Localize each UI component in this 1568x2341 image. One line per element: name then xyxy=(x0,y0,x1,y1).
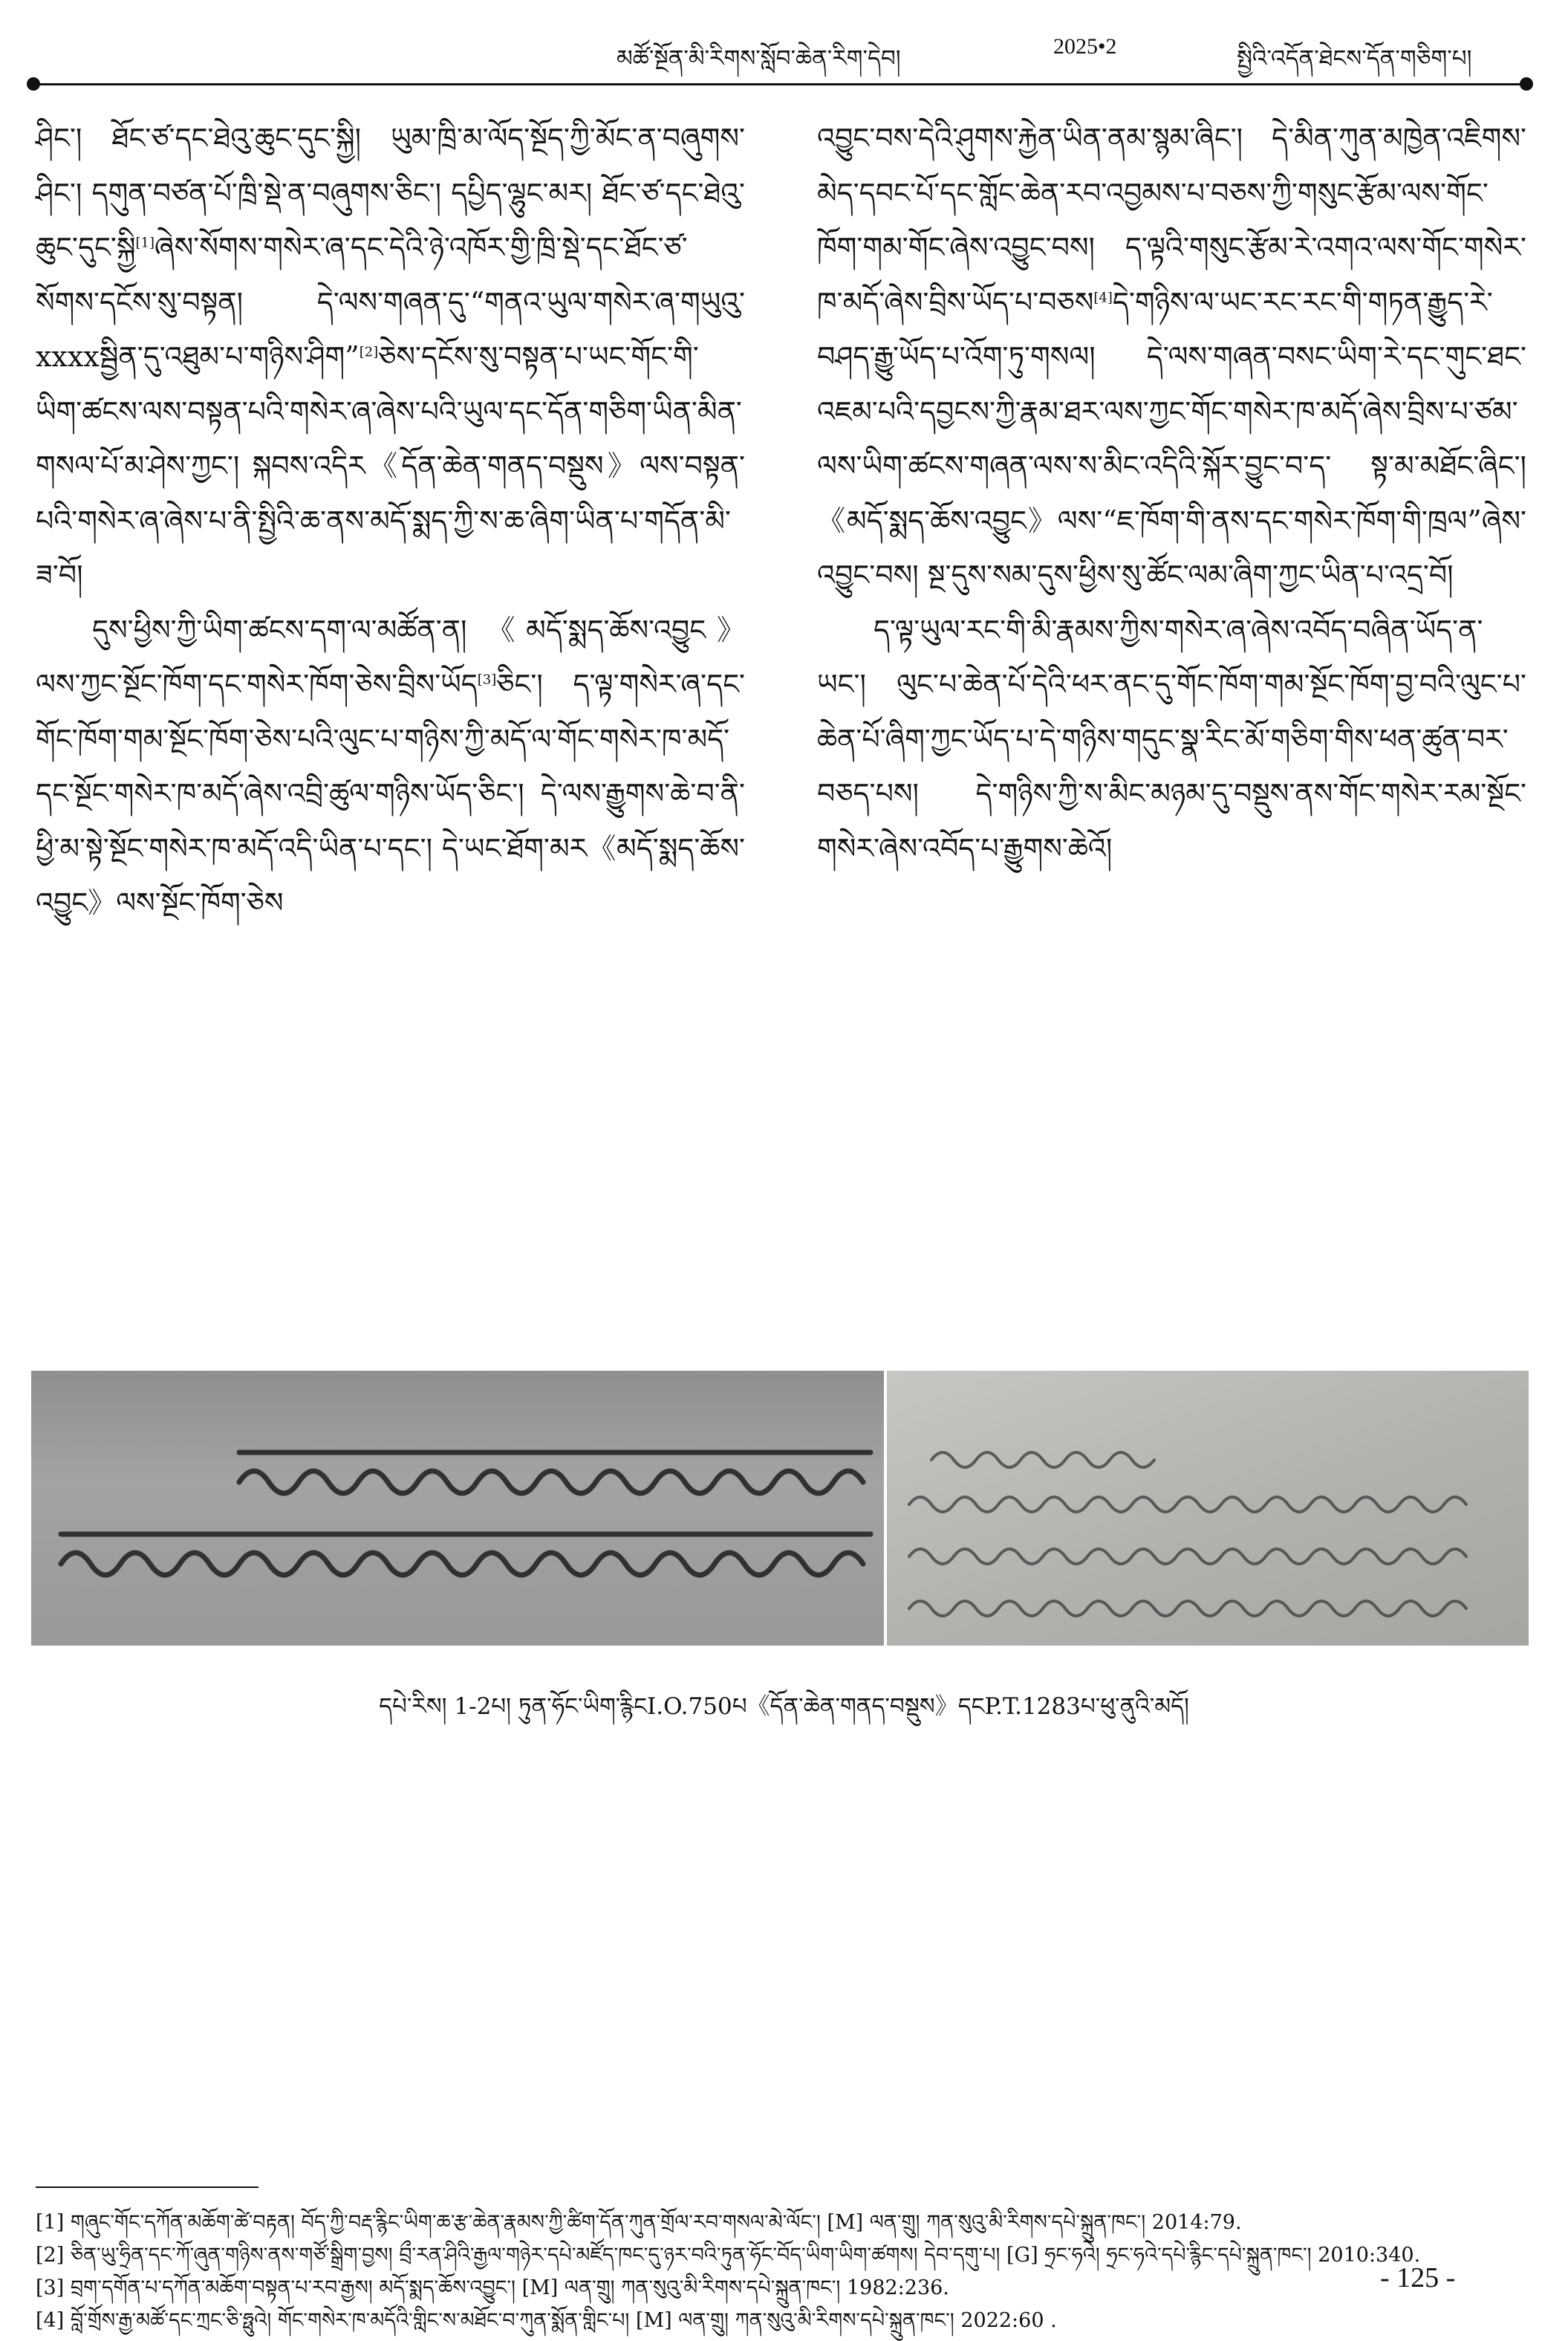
figure-caption: དཔེ་རིས། 1-2པ། ཏུན་ཧོང་ཡིག་རྙིངI.O.750པ《དོན་ཆེན་གནད་བསྡུས》དངP.T.1283པ་ཕུ་ནུའི་མདོ། xyxy=(379,1693,1189,1720)
journal-title: མཚོ་སྔོན་མི་རིགས་སློབ་ཆེན་རིག་དེབ། xyxy=(617,45,901,72)
manuscript-photo-io750-strokes xyxy=(31,1371,884,1646)
issue-section: སྤྱིའི་འདོན་ཐེངས་དོན་གཅིག་པ། xyxy=(1237,45,1472,72)
footnote-ref-2[interactable]: [2] xyxy=(359,344,379,360)
footnote-ref-3[interactable]: [3] xyxy=(477,672,497,688)
right-paragraph-1: འབྱུང་བས་དེའི་ཤུགས་རྐྱེན་ཡིན་ནམ་སྙམ་ཞིང་། དེ་མིན་ཀུན་མཁྱེན་འཇིགས་མེད་དབང་པོ་དང་གློང་ཆེན་རབ་འབྱམས་པ་བཅས་ཀྱི་གསུང་རྩོམ་ལས་གོང་ཁོག་གམ་གོང་ཞེས་འབྱུང་བས། ད་ལྟའི་གསུང་རྩོམ་རེ་འགའ་ལས་གོང་གསེར་ཁ་མདོ་ཞེས་བྲིས་ཡོད་པ་བཅས[4]དེ་གཉིས་ལ་ཡང་རང་རང་གི་གཏན་རྒྱུད་རེ་བཤད་རྒྱུ་ཡོད་པ་འོག་ཏུ་གསལ། དེ་ལས་གཞན་བསང་ཡིག་རེ་དང་གུང་ཐང་འཇམ་པའི་དབྱངས་ཀྱི་རྣམ་ཐར་ལས་ཀྱང་གོང་གསེར་ཁ་མདོ་ཞེས་བྲིས་པ་ཙམ་ལས་ཡིག་ཚངས་གཞན་ལས་ས་མིང་འདིའི་སྐོར་བྱུང་བ་ད་ སྟ་མ་མཐོང་ཞིང་། 《མདོ་སྨད་ཆོས་འབྱུང》ལས་“ཇ་ཁོག་གི་ནས་དང་གསེར་ཁོག་གི་ཁྲལ”ཞེས་འབྱུང་བས། སྔ་དུས་སམ་དུས་ཕྱིས་སུ་ཚོང་ལམ་ཞིག་ཀྱང་ཡིན་པ་འདྲ་བོ། xyxy=(817,122,1526,591)
header-rule xyxy=(33,83,1526,85)
left-column xyxy=(36,111,745,931)
header-rule-dot-left xyxy=(27,77,40,91)
footnotes xyxy=(36,2210,1529,2341)
issue-number: 2025•2 xyxy=(1053,34,1117,59)
right-paragraph-2: ད་ལྟ་ཡུལ་རང་གི་མི་རྣམས་ཀྱིས་གསེར་ཞ་ཞེས་འབོད་བཞིན་ཡོད་ན་ཡང་། ལུང་པ་ཆེན་པོ་དེའི་ཕར་ནང་དུ་གོང་ཁོག་གམ་སྔོང་ཁོག་བྱ་བའི་ལུང་པ་ཆེན་པོ་ཞིག་ཀྱང་ཡོད་པ་དེ་གཉིས་གདུང་སྣ་རིང་མོ་གཅིག་གིས་ཕན་ཚུན་བར་བཅད་པས། དེ་གཉིས་ཀྱི་ས་མིང་མཉམ་དུ་བསྡུས་ནས་གོང་གསེར་རམ་སྔོང་གསེར་ཞེས་འབོད་པ་རྒྱུགས་ཆེའོ། xyxy=(817,613,1526,865)
page-number: - 125 - xyxy=(1380,2262,1456,2293)
manuscript-photo-io750 xyxy=(31,1371,884,1646)
left-paragraph-2: དུས་ཕྱིས་ཀྱི་ཡིག་ཚངས་དག་ལ་མཚོན་ན། 《མདོ་སྨད་ཆོས་འབྱུང》ལས་ཀྱང་སྔོང་ཁོག་དང་གསེར་ཁོག་ཅེས་བྲིས་ཡོད[3]ཅིང་། ད་ལྟ་གསེར་ཞ་དང་གོང་ཁོག་གམ་སྔོང་ཁོག་ཅེས་པའི་ལུང་པ་གཉིས་ཀྱི་མདོ་ལ་གོང་གསེར་ཁ་མདོ་དང་སྔོང་གསེར་ཁ་མདོ་ཞེས་འབྲི་ཚུལ་གཉིས་ཡོད་ཅིང་། དེ་ལས་རྒྱུགས་ཆེ་བ་ནི་ཕྱི་མ་སྟེ་སྔོང་གསེར་ཁ་མདོ་འདི་ཡིན་པ་དང་། དེ་ཡང་ཐོག་མར《མདོ་སྨད་ཆོས་འབྱུང》ལས་སྔོང་ཁོག་ཅེས xyxy=(36,613,745,919)
manuscript-photo-pt1283 xyxy=(887,1371,1529,1646)
header-rule-dot-right xyxy=(1520,77,1533,91)
manuscript-figure xyxy=(31,1371,1529,1646)
manuscript-photo-pt1283-strokes xyxy=(887,1371,1529,1646)
left-paragraph-1: ཤིང་། ཐོང་ཙ་དང་ཐེའུ་ཆུང་དུང་སྐྱི། ཡུམ་ཁྲི་མ་ལོད་སྔོད་ཀྱི་མོང་ན་བཞུགས་ཤིང་། དགུན་བཙན་པོ་ཁྲི་སྡེ་ན་བཞུགས་ཅིང་། དཔྱིད་ལྷུང་མར། ཐོང་ཙ་དང་ཐེའུ་ཆུང་དུང་སྐྱི[1]ཞེས་སོགས་གསེར་ཞ་དང་དེའི་ཉེ་འཁོར་གྱི་ཁྲི་སྡེ་དང་ཐོང་ཙ་སོགས་དངོས་སུ་བསྟན། དེ་ལས་གཞན་དུ་“གནའ་ཡུལ་གསེར་ཞ་གཡུའུ་xxxxསྦྱིན་དུ་འཐུམ་པ་གཉིས་ཤིག”[2]ཅེས་དངོས་སུ་བསྟན་པ་ཡང་གོང་གི་ཡིག་ཚངས་ལས་བསྟན་པའི་གསེར་ཞ་ཞེས་པའི་ཡུལ་དང་དོན་གཅིག་ཡིན་མིན་གསལ་པོ་མ་ཤེས་ཀྱང་། སྐབས་འདིར《དོན་ཆེན་གནད་བསྡུས》ལས་བསྟན་པའི་གསེར་ཞ་ཞེས་པ་ནི་སྤྱིའི་ཆ་ནས་མདོ་སྨད་ཀྱི་ས་ཆ་ཞིག་ཡིན་པ་གདོན་མི་ཟ་བོ། xyxy=(36,122,745,591)
footnote-1: [1] གཞུང་གོང་དཀོན་མཆོག་ཚེ་བརྟན། བོད་ཀྱི་བརྡ་རྙིང་ཡིག་ཆ་རྩ་ཆེན་རྣམས་ཀྱི་ཚིག་དོན་ཀུན་གྲོལ་རབ་གསལ་མེ་ལོང་། [M] ལན་གྲུ། ཀན་སུའུ་མི་རིགས་དཔེ་སྐྲུན་ཁང་། 2014:79. xyxy=(36,2211,1242,2234)
footnote-2: [2] ཅིན་ཡུ་ཧྲིན་དང་ཀོ་ཞུན་གཉིས་ནས་གཙོ་སྒྲིག་བྱས། བྲྀ་རན་ཤིའི་རྒྱལ་གཉེར་དཔེ་མཛོད་ཁང་དུ་ཉར་བའི་ཏུན་ཧོང་བོད་ཡིག་ཡིག་ཚགས། དེབ་དགུ་པ། [G] ཧྲང་ཧའེ། ཧྲང་ཧའེ་དཔེ་རྙིང་དཔེ་སྐྲུན་ཁང་། 2010:340. xyxy=(36,2244,1421,2267)
footnote-4: [4] བློ་གྲོས་རྒྱ་མཚོ་དང་ཀྲང་ཅི་ཧྥུའེ། གོང་གསེར་ཁ་མདོའི་གླིང་ས་མཐོང་བ་ཀུན་སྨོན་གླིང་པ། [M] ལན་གྲུ། ཀན་སུའུ་མི་རིགས་དཔེ་སྐྲུན་ཁང་། 2022:60 . xyxy=(36,2309,1057,2332)
running-header xyxy=(0,0,1568,97)
footnote-ref-1[interactable]: [1] xyxy=(135,235,155,251)
footnote-ref-4[interactable]: [4] xyxy=(1093,289,1113,305)
right-column xyxy=(817,111,1526,876)
footnote-3: [3] བྲག་དགོན་པ་དཀོན་མཆོག་བསྟན་པ་རབ་རྒྱས། མདོ་སྨད་ཆོས་འབྱུང་། [M] ལན་གྲུ། ཀན་སུའུ་མི་རིགས་དཔེ་སྐྲུན་ཁང་། 1982:236. xyxy=(36,2276,949,2299)
footnote-rule xyxy=(36,2186,258,2188)
